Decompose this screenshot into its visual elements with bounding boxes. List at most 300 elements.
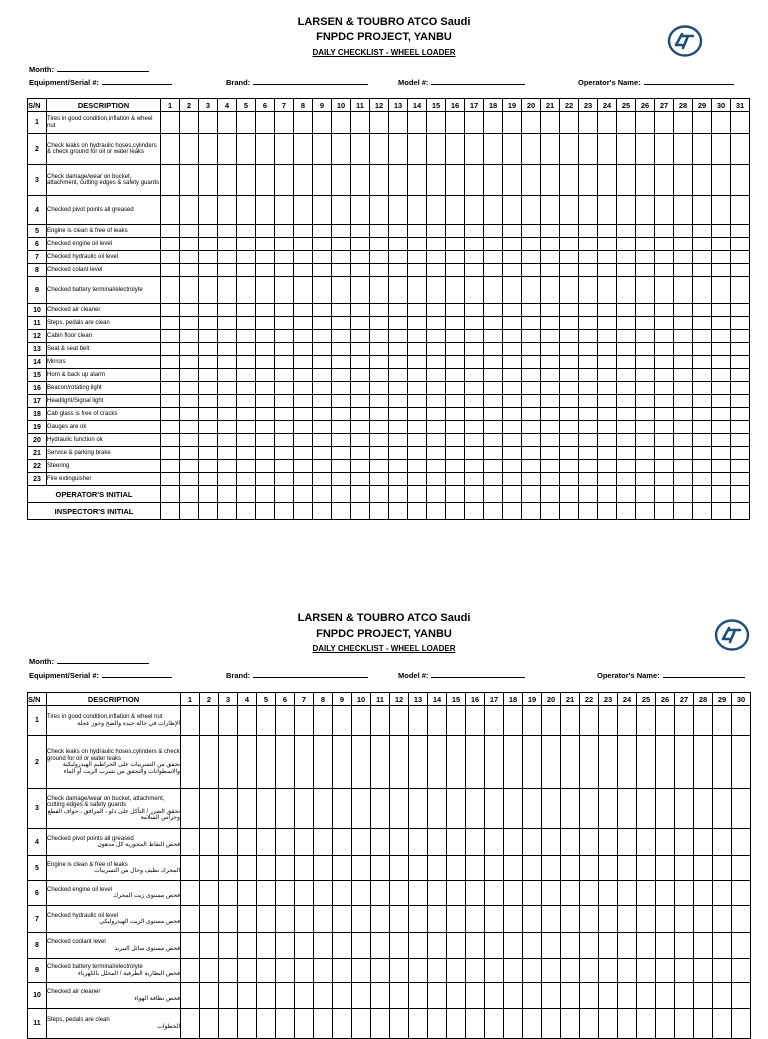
check-cell[interactable] [485, 736, 504, 789]
check-cell[interactable] [712, 277, 731, 304]
check-cell[interactable] [257, 881, 276, 906]
check-cell[interactable] [276, 736, 295, 789]
check-cell[interactable] [199, 165, 218, 196]
check-cell[interactable] [598, 330, 617, 343]
check-cell[interactable] [371, 736, 390, 789]
check-cell[interactable] [351, 421, 370, 434]
check-cell[interactable] [466, 906, 485, 933]
check-cell[interactable] [180, 264, 199, 277]
initial-cell[interactable] [484, 503, 503, 520]
check-cell[interactable] [219, 906, 238, 933]
check-cell[interactable] [579, 343, 598, 356]
check-cell[interactable] [332, 382, 351, 395]
check-cell[interactable] [294, 395, 313, 408]
check-cell[interactable] [332, 134, 351, 165]
check-cell[interactable] [237, 165, 256, 196]
check-cell[interactable] [256, 395, 275, 408]
check-cell[interactable] [693, 317, 712, 330]
check-cell[interactable] [731, 421, 750, 434]
check-cell[interactable] [447, 983, 466, 1009]
check-cell[interactable] [314, 856, 333, 881]
check-cell[interactable] [712, 134, 731, 165]
check-cell[interactable] [712, 165, 731, 196]
check-cell[interactable] [333, 959, 352, 983]
check-cell[interactable] [294, 165, 313, 196]
check-cell[interactable] [655, 330, 674, 343]
check-cell[interactable] [314, 736, 333, 789]
check-cell[interactable] [617, 317, 636, 330]
check-cell[interactable] [180, 304, 199, 317]
check-cell[interactable] [465, 434, 484, 447]
check-cell[interactable] [390, 856, 409, 881]
check-cell[interactable] [560, 165, 579, 196]
check-cell[interactable] [541, 264, 560, 277]
check-cell[interactable] [504, 983, 523, 1009]
initial-cell[interactable] [598, 486, 617, 503]
check-cell[interactable] [674, 264, 693, 277]
check-cell[interactable] [181, 856, 200, 881]
check-cell[interactable] [332, 317, 351, 330]
check-cell[interactable] [732, 906, 751, 933]
initial-cell[interactable] [655, 486, 674, 503]
check-cell[interactable] [219, 706, 238, 736]
initial-cell[interactable] [446, 486, 465, 503]
check-cell[interactable] [389, 369, 408, 382]
check-cell[interactable] [731, 196, 750, 225]
check-cell[interactable] [655, 238, 674, 251]
check-cell[interactable] [599, 881, 618, 906]
check-cell[interactable] [504, 789, 523, 829]
check-cell[interactable] [541, 304, 560, 317]
check-cell[interactable] [427, 473, 446, 486]
check-cell[interactable] [218, 251, 237, 264]
check-cell[interactable] [256, 343, 275, 356]
check-cell[interactable] [732, 933, 751, 959]
check-cell[interactable] [295, 959, 314, 983]
check-cell[interactable] [636, 134, 655, 165]
check-cell[interactable] [180, 382, 199, 395]
operator-name-field[interactable]: Operator's Name: [578, 76, 734, 87]
check-cell[interactable] [674, 238, 693, 251]
check-cell[interactable] [655, 225, 674, 238]
check-cell[interactable] [275, 356, 294, 369]
check-cell[interactable] [485, 881, 504, 906]
check-cell[interactable] [617, 112, 636, 134]
check-cell[interactable] [389, 421, 408, 434]
initial-cell[interactable] [712, 486, 731, 503]
check-cell[interactable] [599, 706, 618, 736]
check-cell[interactable] [598, 473, 617, 486]
check-cell[interactable] [427, 330, 446, 343]
check-cell[interactable] [655, 473, 674, 486]
check-cell[interactable] [656, 881, 675, 906]
check-cell[interactable] [655, 304, 674, 317]
check-cell[interactable] [484, 251, 503, 264]
check-cell[interactable] [218, 421, 237, 434]
check-cell[interactable] [295, 829, 314, 856]
check-cell[interactable] [427, 421, 446, 434]
check-cell[interactable] [674, 330, 693, 343]
check-cell[interactable] [219, 959, 238, 983]
check-cell[interactable] [313, 434, 332, 447]
check-cell[interactable] [295, 789, 314, 829]
check-cell[interactable] [218, 317, 237, 330]
check-cell[interactable] [655, 369, 674, 382]
check-cell[interactable] [636, 112, 655, 134]
check-cell[interactable] [731, 408, 750, 421]
initial-cell[interactable] [408, 486, 427, 503]
check-cell[interactable] [313, 369, 332, 382]
check-cell[interactable] [484, 343, 503, 356]
initial-cell[interactable] [522, 486, 541, 503]
check-cell[interactable] [237, 225, 256, 238]
check-cell[interactable] [371, 706, 390, 736]
check-cell[interactable] [390, 933, 409, 959]
check-cell[interactable] [465, 421, 484, 434]
check-cell[interactable] [237, 434, 256, 447]
check-cell[interactable] [484, 395, 503, 408]
check-cell[interactable] [370, 251, 389, 264]
check-cell[interactable] [636, 447, 655, 460]
check-cell[interactable] [180, 330, 199, 343]
check-cell[interactable] [428, 983, 447, 1009]
check-cell[interactable] [598, 304, 617, 317]
check-cell[interactable] [504, 706, 523, 736]
check-cell[interactable] [466, 736, 485, 789]
check-cell[interactable] [161, 304, 180, 317]
check-cell[interactable] [503, 251, 522, 264]
check-cell[interactable] [655, 408, 674, 421]
initial-cell[interactable] [313, 486, 332, 503]
check-cell[interactable] [693, 421, 712, 434]
check-cell[interactable] [389, 395, 408, 408]
check-cell[interactable] [579, 134, 598, 165]
check-cell[interactable] [427, 408, 446, 421]
check-cell[interactable] [503, 304, 522, 317]
check-cell[interactable] [389, 277, 408, 304]
check-cell[interactable] [522, 343, 541, 356]
check-cell[interactable] [465, 264, 484, 277]
check-cell[interactable] [446, 225, 465, 238]
check-cell[interactable] [522, 277, 541, 304]
check-cell[interactable] [257, 829, 276, 856]
check-cell[interactable] [370, 277, 389, 304]
check-cell[interactable] [408, 251, 427, 264]
check-cell[interactable] [484, 369, 503, 382]
check-cell[interactable] [541, 447, 560, 460]
check-cell[interactable] [181, 933, 200, 959]
check-cell[interactable] [598, 356, 617, 369]
check-cell[interactable] [371, 881, 390, 906]
check-cell[interactable] [675, 856, 694, 881]
check-cell[interactable] [731, 238, 750, 251]
check-cell[interactable] [389, 196, 408, 225]
check-cell[interactable] [560, 473, 579, 486]
check-cell[interactable] [161, 277, 180, 304]
check-cell[interactable] [466, 933, 485, 959]
check-cell[interactable] [313, 447, 332, 460]
check-cell[interactable] [275, 369, 294, 382]
check-cell[interactable] [389, 473, 408, 486]
check-cell[interactable] [712, 408, 731, 421]
check-cell[interactable] [409, 983, 428, 1009]
check-cell[interactable] [389, 264, 408, 277]
check-cell[interactable] [276, 829, 295, 856]
check-cell[interactable] [541, 356, 560, 369]
check-cell[interactable] [598, 225, 617, 238]
check-cell[interactable] [693, 408, 712, 421]
check-cell[interactable] [237, 408, 256, 421]
check-cell[interactable] [636, 196, 655, 225]
check-cell[interactable] [580, 933, 599, 959]
check-cell[interactable] [712, 343, 731, 356]
check-cell[interactable] [713, 736, 732, 789]
check-cell[interactable] [427, 264, 446, 277]
check-cell[interactable] [370, 317, 389, 330]
check-cell[interactable] [693, 395, 712, 408]
check-cell[interactable] [294, 304, 313, 317]
check-cell[interactable] [674, 196, 693, 225]
check-cell[interactable] [200, 881, 219, 906]
check-cell[interactable] [409, 959, 428, 983]
check-cell[interactable] [598, 134, 617, 165]
check-cell[interactable] [656, 829, 675, 856]
check-cell[interactable] [238, 933, 257, 959]
check-cell[interactable] [522, 304, 541, 317]
check-cell[interactable] [218, 304, 237, 317]
check-cell[interactable] [370, 134, 389, 165]
check-cell[interactable] [598, 408, 617, 421]
check-cell[interactable] [694, 706, 713, 736]
check-cell[interactable] [389, 447, 408, 460]
check-cell[interactable] [180, 408, 199, 421]
check-cell[interactable] [180, 165, 199, 196]
check-cell[interactable] [674, 112, 693, 134]
check-cell[interactable] [713, 983, 732, 1009]
check-cell[interactable] [352, 933, 371, 959]
check-cell[interactable] [560, 343, 579, 356]
check-cell[interactable] [655, 460, 674, 473]
check-cell[interactable] [655, 165, 674, 196]
check-cell[interactable] [313, 317, 332, 330]
check-cell[interactable] [693, 251, 712, 264]
check-cell[interactable] [389, 251, 408, 264]
check-cell[interactable] [370, 447, 389, 460]
check-cell[interactable] [561, 906, 580, 933]
check-cell[interactable] [219, 933, 238, 959]
initial-cell[interactable] [218, 503, 237, 520]
check-cell[interactable] [446, 165, 465, 196]
check-cell[interactable] [523, 789, 542, 829]
check-cell[interactable] [503, 382, 522, 395]
check-cell[interactable] [294, 112, 313, 134]
check-cell[interactable] [598, 421, 617, 434]
check-cell[interactable] [560, 395, 579, 408]
check-cell[interactable] [598, 251, 617, 264]
check-cell[interactable] [731, 304, 750, 317]
check-cell[interactable] [541, 277, 560, 304]
check-cell[interactable] [161, 112, 180, 134]
check-cell[interactable] [275, 317, 294, 330]
check-cell[interactable] [314, 983, 333, 1009]
check-cell[interactable] [598, 238, 617, 251]
check-cell[interactable] [332, 460, 351, 473]
check-cell[interactable] [351, 473, 370, 486]
check-cell[interactable] [446, 421, 465, 434]
initial-cell[interactable] [674, 503, 693, 520]
check-cell[interactable] [542, 829, 561, 856]
check-cell[interactable] [181, 789, 200, 829]
check-cell[interactable] [523, 983, 542, 1009]
check-cell[interactable] [522, 395, 541, 408]
check-cell[interactable] [409, 933, 428, 959]
check-cell[interactable] [256, 434, 275, 447]
check-cell[interactable] [617, 165, 636, 196]
check-cell[interactable] [275, 238, 294, 251]
check-cell[interactable] [732, 789, 751, 829]
check-cell[interactable] [731, 447, 750, 460]
check-cell[interactable] [636, 473, 655, 486]
check-cell[interactable] [617, 251, 636, 264]
check-cell[interactable] [542, 906, 561, 933]
check-cell[interactable] [181, 906, 200, 933]
initial-cell[interactable] [617, 486, 636, 503]
check-cell[interactable] [484, 447, 503, 460]
check-cell[interactable] [561, 736, 580, 789]
check-cell[interactable] [389, 165, 408, 196]
check-cell[interactable] [485, 856, 504, 881]
check-cell[interactable] [466, 881, 485, 906]
check-cell[interactable] [408, 369, 427, 382]
check-cell[interactable] [693, 225, 712, 238]
check-cell[interactable] [427, 395, 446, 408]
check-cell[interactable] [371, 789, 390, 829]
check-cell[interactable] [408, 277, 427, 304]
check-cell[interactable] [560, 330, 579, 343]
check-cell[interactable] [427, 165, 446, 196]
check-cell[interactable] [295, 983, 314, 1009]
check-cell[interactable] [332, 238, 351, 251]
initial-cell[interactable] [351, 486, 370, 503]
initial-cell[interactable] [731, 486, 750, 503]
check-cell[interactable] [447, 906, 466, 933]
check-cell[interactable] [541, 460, 560, 473]
check-cell[interactable] [276, 983, 295, 1009]
check-cell[interactable] [275, 382, 294, 395]
check-cell[interactable] [180, 317, 199, 330]
check-cell[interactable] [161, 196, 180, 225]
check-cell[interactable] [237, 134, 256, 165]
check-cell[interactable] [617, 408, 636, 421]
check-cell[interactable] [275, 434, 294, 447]
check-cell[interactable] [522, 460, 541, 473]
check-cell[interactable] [732, 706, 751, 736]
check-cell[interactable] [313, 134, 332, 165]
check-cell[interactable] [257, 933, 276, 959]
initial-cell[interactable] [598, 503, 617, 520]
check-cell[interactable] [199, 408, 218, 421]
check-cell[interactable] [560, 238, 579, 251]
check-cell[interactable] [522, 225, 541, 238]
check-cell[interactable] [408, 421, 427, 434]
check-cell[interactable] [579, 225, 598, 238]
check-cell[interactable] [675, 959, 694, 983]
check-cell[interactable] [389, 304, 408, 317]
check-cell[interactable] [238, 706, 257, 736]
initial-cell[interactable] [541, 503, 560, 520]
check-cell[interactable] [409, 736, 428, 789]
check-cell[interactable] [256, 369, 275, 382]
check-cell[interactable] [199, 330, 218, 343]
check-cell[interactable] [693, 238, 712, 251]
check-cell[interactable] [579, 356, 598, 369]
check-cell[interactable] [256, 112, 275, 134]
check-cell[interactable] [408, 447, 427, 460]
check-cell[interactable] [637, 959, 656, 983]
check-cell[interactable] [237, 343, 256, 356]
check-cell[interactable] [180, 238, 199, 251]
check-cell[interactable] [256, 356, 275, 369]
check-cell[interactable] [731, 356, 750, 369]
check-cell[interactable] [408, 356, 427, 369]
check-cell[interactable] [446, 382, 465, 395]
check-cell[interactable] [237, 460, 256, 473]
check-cell[interactable] [332, 369, 351, 382]
initial-cell[interactable] [389, 503, 408, 520]
check-cell[interactable] [332, 408, 351, 421]
check-cell[interactable] [503, 317, 522, 330]
check-cell[interactable] [333, 789, 352, 829]
check-cell[interactable] [351, 382, 370, 395]
check-cell[interactable] [636, 225, 655, 238]
check-cell[interactable] [332, 304, 351, 317]
check-cell[interactable] [351, 225, 370, 238]
check-cell[interactable] [199, 343, 218, 356]
check-cell[interactable] [655, 343, 674, 356]
check-cell[interactable] [161, 251, 180, 264]
check-cell[interactable] [427, 112, 446, 134]
check-cell[interactable] [504, 959, 523, 983]
check-cell[interactable] [275, 304, 294, 317]
check-cell[interactable] [257, 959, 276, 983]
check-cell[interactable] [637, 829, 656, 856]
check-cell[interactable] [446, 134, 465, 165]
initial-cell[interactable] [332, 486, 351, 503]
check-cell[interactable] [484, 382, 503, 395]
check-cell[interactable] [351, 330, 370, 343]
check-cell[interactable] [503, 264, 522, 277]
check-cell[interactable] [484, 434, 503, 447]
check-cell[interactable] [675, 789, 694, 829]
check-cell[interactable] [731, 434, 750, 447]
check-cell[interactable] [579, 382, 598, 395]
check-cell[interactable] [446, 238, 465, 251]
check-cell[interactable] [351, 395, 370, 408]
check-cell[interactable] [465, 225, 484, 238]
check-cell[interactable] [218, 196, 237, 225]
check-cell[interactable] [200, 789, 219, 829]
brand-field[interactable]: Brand: [226, 669, 368, 680]
check-cell[interactable] [199, 238, 218, 251]
check-cell[interactable] [693, 382, 712, 395]
check-cell[interactable] [199, 264, 218, 277]
check-cell[interactable] [598, 382, 617, 395]
check-cell[interactable] [541, 196, 560, 225]
check-cell[interactable] [731, 369, 750, 382]
check-cell[interactable] [351, 277, 370, 304]
check-cell[interactable] [675, 706, 694, 736]
check-cell[interactable] [313, 421, 332, 434]
